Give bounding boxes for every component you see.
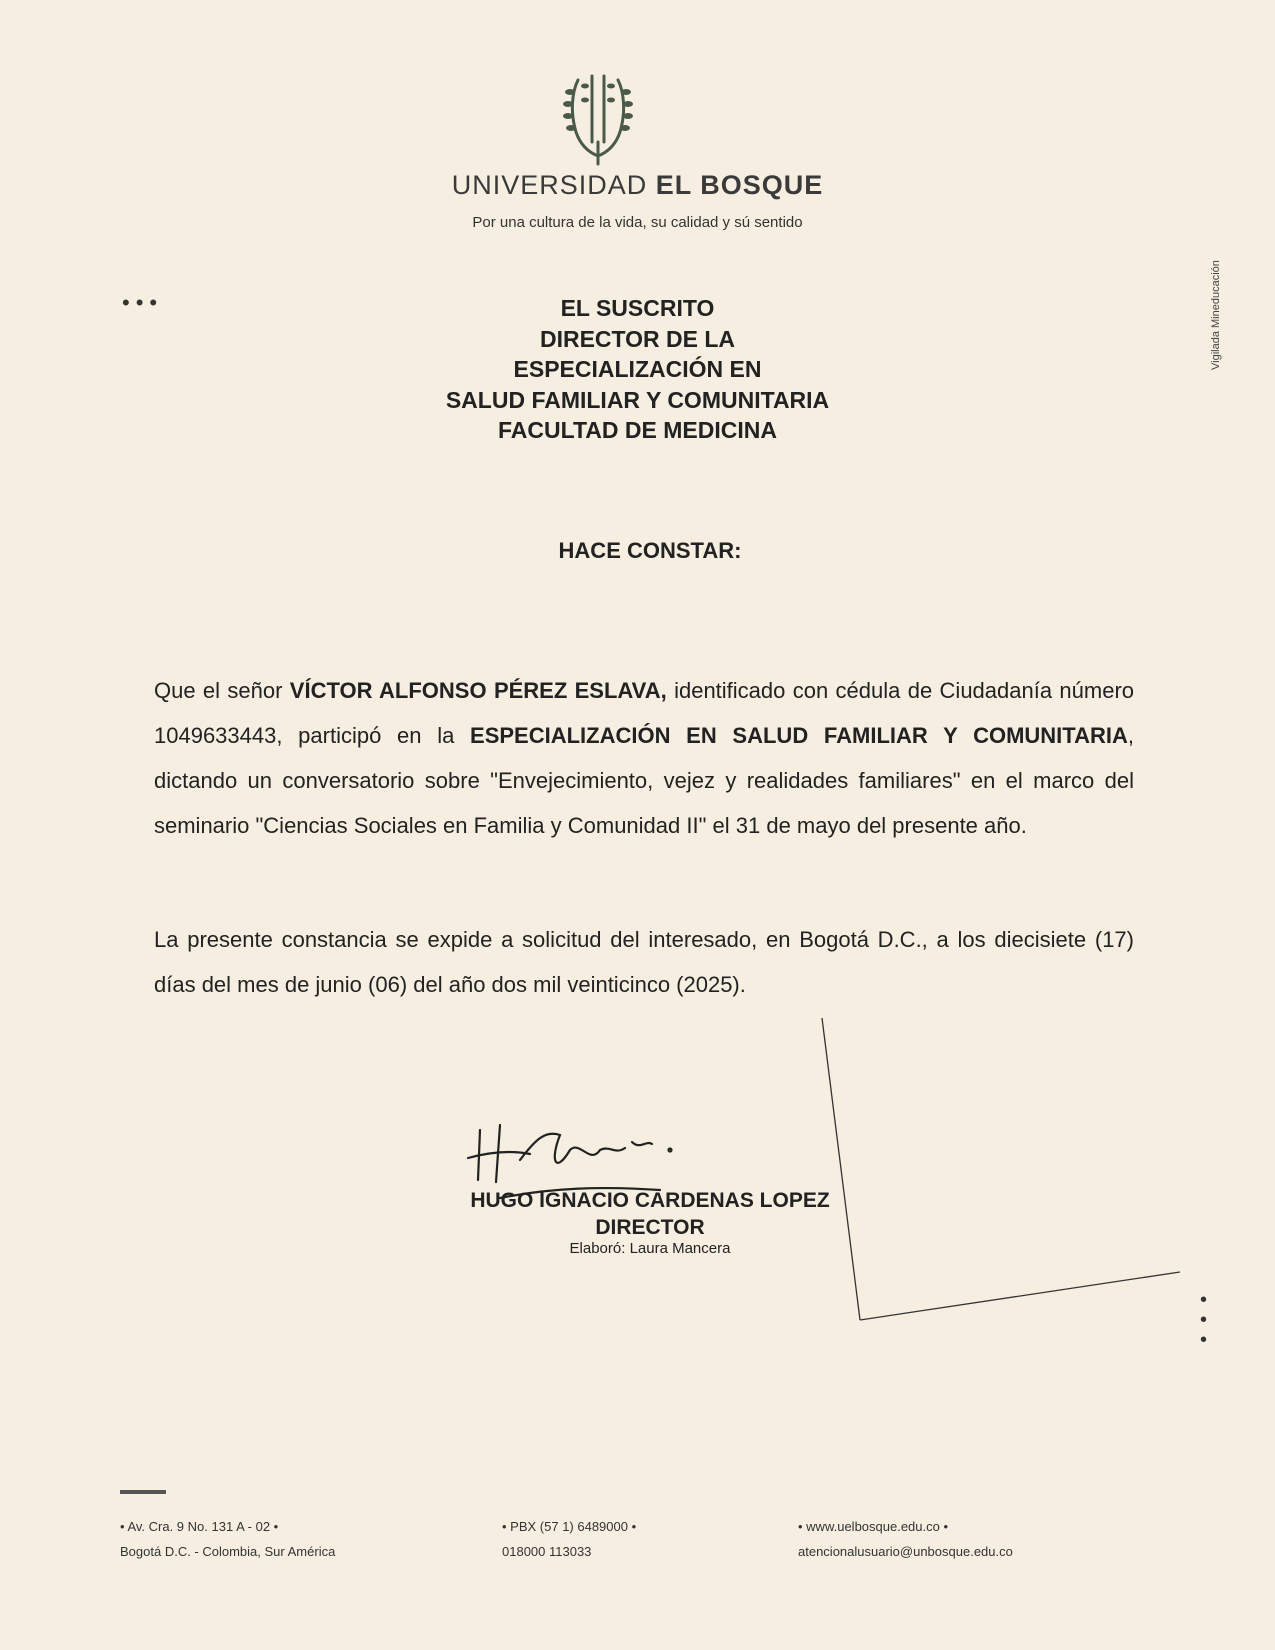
decorative-dots: ••• xyxy=(122,290,164,315)
p1-person-name: VÍCTOR ALFONSO PÉREZ ESLAVA, xyxy=(289,678,667,703)
heading-line-3: ESPECIALIZACIÓN EN xyxy=(513,356,762,382)
footer-web xyxy=(798,1514,1013,1564)
university-logo-icon xyxy=(558,72,638,167)
hace-constar-heading: HACE CONSTAR: xyxy=(558,538,742,563)
footer-email-link[interactable]: atencionalusuario@unbosque.edu.co xyxy=(798,1544,1013,1559)
footer-bar xyxy=(120,1490,166,1494)
footer-phone-line-1: • PBX (57 1) 6489000 • xyxy=(502,1519,637,1534)
signer-role: DIRECTOR xyxy=(595,1216,705,1239)
decorative-dots-vertical: • • • xyxy=(1200,1289,1208,1351)
university-name xyxy=(0,170,1275,201)
body-paragraph-2: La presente constancia se expide a solicitud del interesado, en Bogotá D.C., a los diecisiete (17) días del mes de junio (06) del año dos mil veinticinco (2025). xyxy=(154,927,1134,997)
heading-line-4: SALUD FAMILIAR Y COMUNITARIA xyxy=(445,386,830,413)
university-name-light: UNIVERSIDAD xyxy=(451,170,648,200)
handdrawn-corner-lines xyxy=(820,1010,1200,1340)
document-heading xyxy=(0,290,1275,446)
p1-rest: , dictando un conversatorio sobre "Envejecimiento, vejez y realidades familiares" en el marco del seminario "Ciencias Sociales en Familia y Comunidad II" el 31 de mayo del presente año. xyxy=(154,723,1134,838)
heading-line-2: DIRECTOR DE LA xyxy=(539,325,736,352)
footer-address xyxy=(120,1514,335,1564)
footer-address-line-2: Bogotá D.C. - Colombia, Sur América xyxy=(120,1544,336,1559)
body-paragraph-1 xyxy=(154,668,1134,848)
heading-line-5: FACULTAD DE MEDICINA xyxy=(498,417,777,443)
p1-program-name: ESPECIALIZACIÓN EN SALUD FAMILIAR Y COMUNITARIA xyxy=(470,723,1128,748)
university-tagline: Por una cultura de la vida, su calidad y sú sentido xyxy=(472,214,803,231)
footer-address-line-1: • Av. Cra. 9 No. 131 A - 02 • xyxy=(120,1519,279,1534)
university-name-bold: EL BOSQUE xyxy=(655,170,824,200)
footer-phone xyxy=(502,1514,636,1564)
footer-phone-line-2: 018000 113033 xyxy=(502,1544,592,1559)
p1-id-text: identificado con cédula de Ciudadanía número 1049633443, participó en la xyxy=(154,678,1135,748)
footer-website-link[interactable]: • www.uelbosque.edu.co • xyxy=(798,1519,949,1534)
signer-name: HUGO IGNACIO CARDENAS LOPEZ xyxy=(470,1189,830,1212)
heading-line-1: EL SUSCRITO xyxy=(560,295,715,321)
vigilada-mineducacion: Vigilada Mineducación xyxy=(1210,260,1222,370)
prepared-by: Elaboró: Laura Mancera xyxy=(569,1240,731,1257)
p1-intro: Que el señor xyxy=(154,678,290,703)
